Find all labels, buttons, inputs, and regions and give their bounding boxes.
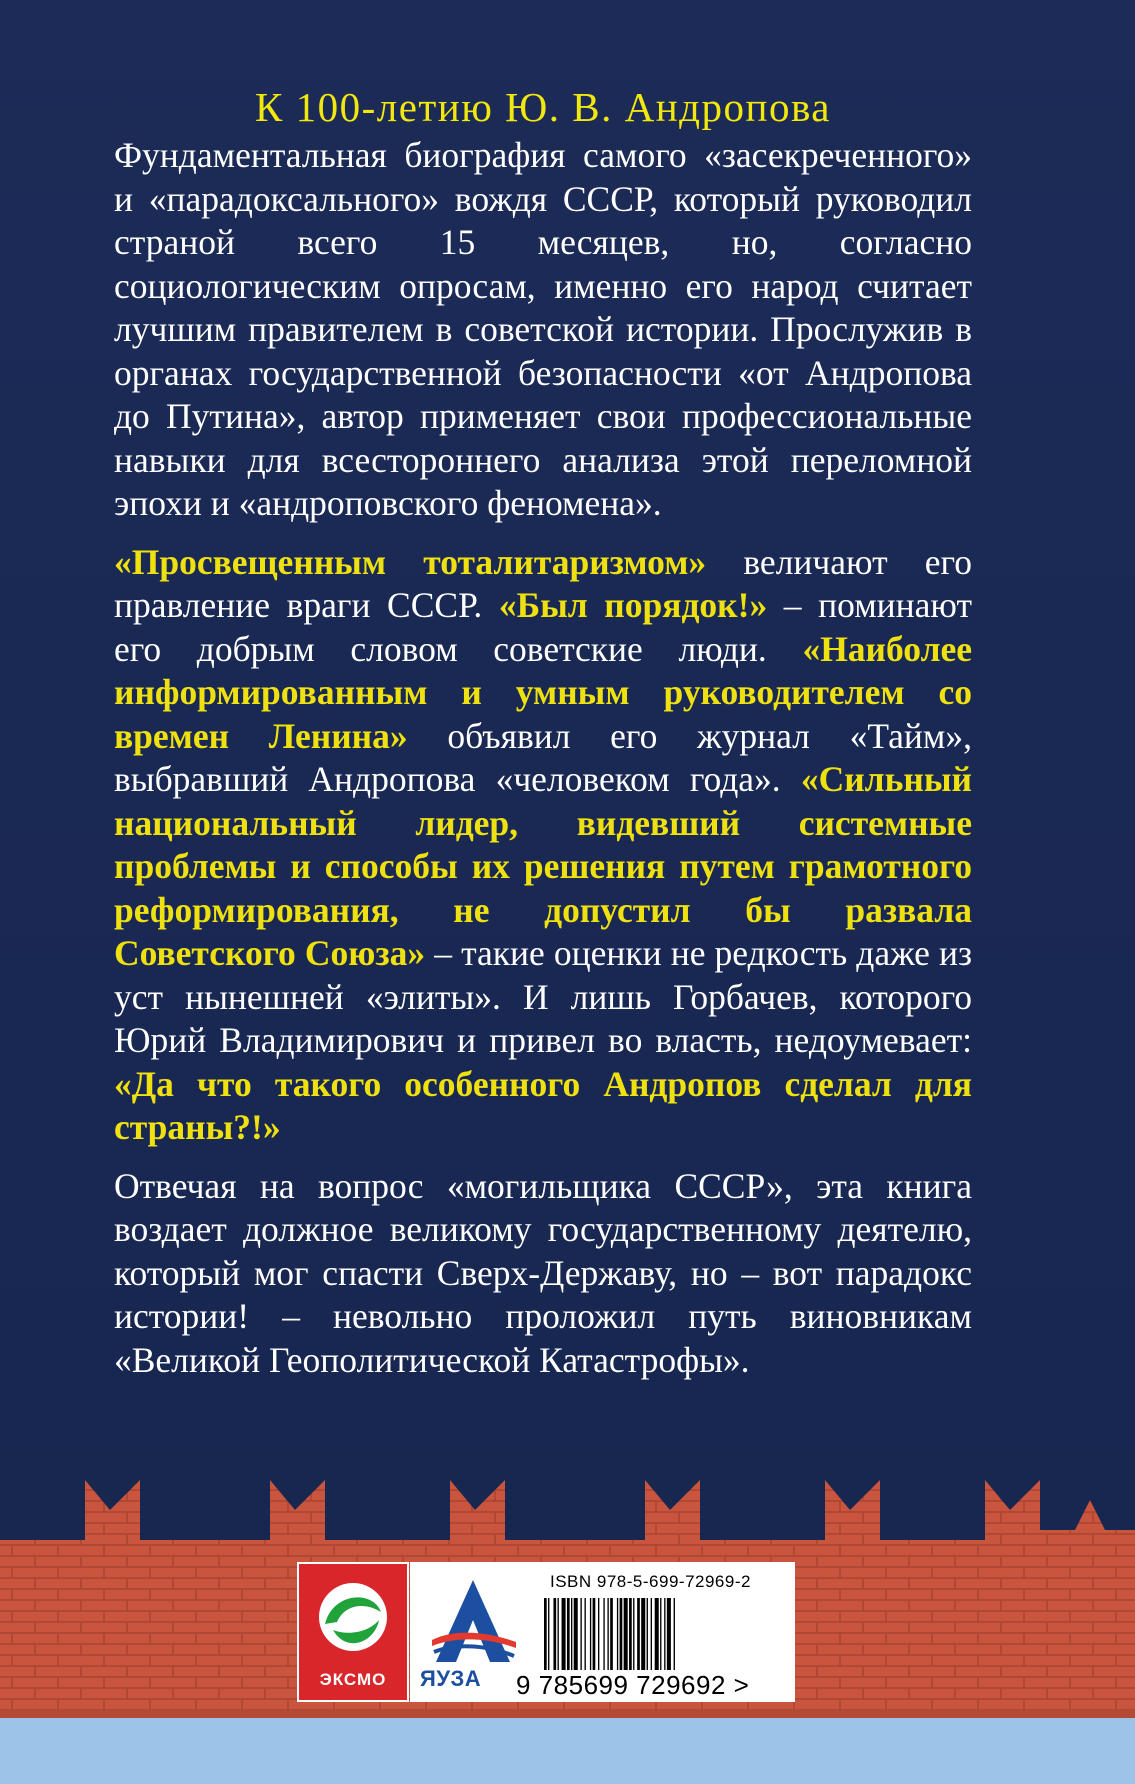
eksmo-logo	[297, 1562, 409, 1702]
paragraph-text: – такие оценки не редкость даже из уст нынешней «элиты». И лишь Горбачев, которого Юрий Владимирович и привел во власть, недоумевает:	[114, 933, 972, 1060]
quote-highlight: «Сильный национальный лидер, видевший системные проблемы и способы их решения путем грамотного реформирования, не допустил бы развала Советского Союза»	[114, 759, 972, 973]
eksmo-emblem-icon	[299, 1572, 407, 1672]
paragraph-text: величают его правление враги СССР.	[114, 541, 972, 625]
quote-highlight: «Был порядок!»	[498, 585, 768, 625]
barcode-number: 9 785699 729692 >	[516, 1670, 750, 1700]
eksmo-name: ЭКСМО	[319, 1670, 387, 1689]
barcode-icon	[540, 1598, 780, 1678]
yauza-name: ЯУЗА	[420, 1666, 482, 1691]
quote-highlight: «Просвещенным тоталитаризмом»	[114, 541, 707, 582]
paragraph-conclusion: Отвечая на вопрос «могильщика СССР», эта книга воздает должное великому государственному деятелю, который мог спасти Сверх-Державу, но – вот парадокс истории! – невольно проложил путь виновникам «Великой Геополитической Катастрофы».	[114, 1165, 972, 1380]
barcode-panel	[410, 1562, 795, 1702]
paragraph-text: объявил его журнал «Тайм», выбравший Андропова «человеком года».	[114, 715, 972, 799]
paragraph-text: – поминают его добрым словом советские люди.	[114, 585, 972, 669]
paragraph-quotes	[114, 541, 972, 1150]
paragraph-biography: Фундаментальная биография самого «засекреченного» и «парадоксального» вождя СССР, который руководил страной всего 15 месяцев, но, согласно социологическим опросам, именно его народ считает лучшим правителем в советской истории. Прослужив в органах государственной безопасности «от Андропова до Путина», автор применяет свои профессиональные навыки для всестороннего анализа этой переломной эпохи и «андроповского феномена».	[114, 135, 972, 523]
quote-highlight: «Наиболее информированным и умным руководителем со времен Ленина»	[114, 628, 972, 756]
isbn-text: ISBN 978-5-699-72969-2	[550, 1572, 751, 1591]
annotation-text	[114, 82, 972, 1382]
cover-heading: К 100-летию Ю. В. Андропова	[254, 84, 831, 130]
quote-highlight: «Да что такого особенного Андропов сделал для страны?!»	[114, 1063, 972, 1147]
